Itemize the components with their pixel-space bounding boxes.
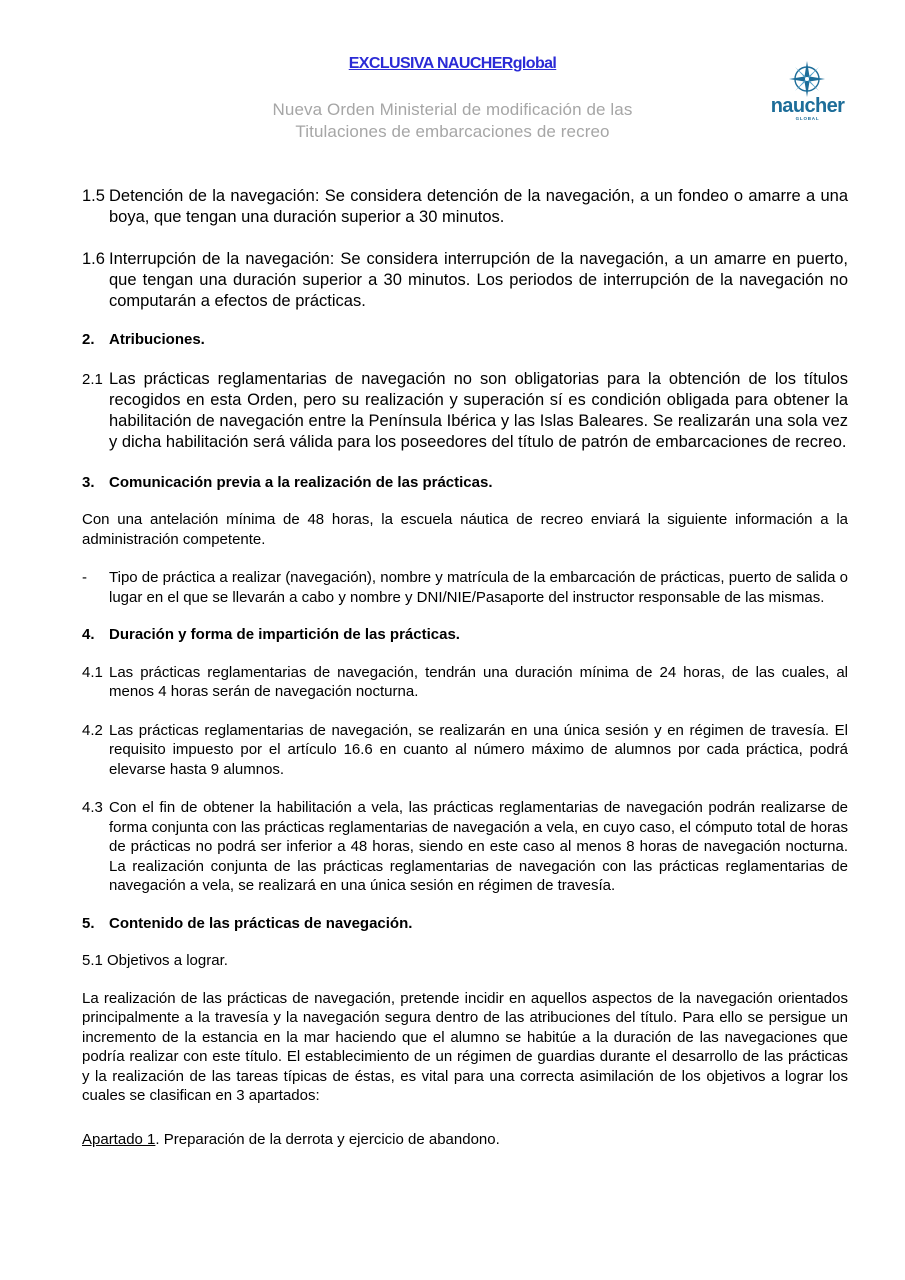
apartado-1-label: Apartado 1 [82, 1130, 156, 1148]
header-title [200, 55, 705, 73]
header-subtitle-line1: Nueva Orden Ministerial de modificación de las [272, 100, 633, 119]
apartado-1-text: . Preparación de la derrota y ejercicio de abandono. [155, 1130, 500, 1148]
heading-number: 5. [82, 914, 95, 932]
section-number: 4.1 [82, 663, 103, 681]
section-1-5 [82, 186, 848, 228]
header-title-link[interactable]: EXCLUSIVA NAUCHERglobal [348, 55, 557, 72]
heading-text: Atribuciones. [109, 331, 205, 348]
section-2-1 [82, 369, 848, 453]
section-1-6 [82, 249, 848, 312]
header-subtitle-line2: Titulaciones de embarcaciones de recreo [295, 122, 610, 141]
section-number: 4.2 [82, 721, 103, 739]
heading-text: Comunicación previa a la realización de las prácticas. [109, 473, 493, 491]
heading-number: 3. [82, 473, 95, 491]
section-number: 1.5 [82, 187, 105, 205]
paragraph-3: Con una antelación mínima de 48 horas, la escuela náutica de recreo enviará la siguiente información a la administración competente. [82, 511, 848, 548]
heading-number: 2. [82, 331, 95, 348]
section-number: 2.1 [82, 370, 103, 388]
heading-text: Duración y forma de impartición de las prácticas. [109, 626, 460, 643]
bullet-text: Tipo de práctica a realizar (navegación), nombre y matrícula de la embarcación de prácticas, puerto de salida o lugar en el que se llevarán a cabo y nombre y DNI/NIE/Pasaporte del instructor responsable de las mismas. [109, 569, 848, 606]
section-4-1 [82, 663, 848, 702]
apartado-1 [82, 1130, 848, 1150]
section-4-2 [82, 721, 848, 780]
section-4-3 [82, 798, 848, 896]
heading-2 [82, 330, 848, 350]
heading-text: Contenido de las prácticas de navegación. [109, 914, 413, 932]
section-text: Las prácticas reglamentarias de navegación, tendrán una duración mínima de 24 horas, de las cuales, al menos 4 horas serán de navegación nocturna. [109, 663, 848, 700]
logo-subtext: GLOBAL [795, 116, 820, 121]
section-number: 1.6 [82, 250, 105, 268]
heading-5 [82, 914, 848, 934]
heading-3 [82, 473, 848, 493]
section-text: Con el fin de obtener la habilitación a vela, las prácticas reglamentarias de navegación podrán realizarse de forma conjunta con las prácticas reglamentarias de navegación a vela, en cuyo caso, el cómputo total de horas de prácticas no podrá ser inferior a 48 horas, siendo en este caso al menos 8 horas de navegación nocturna. La realización conjunta de las prácticas reglamentarias de navegación con las prácticas reglamentarias de navegación a vela, se realizará en una única sesión en régimen de travesía. [109, 799, 848, 894]
heading-4 [82, 625, 848, 645]
paragraph-5: La realización de las prácticas de navegación, pretende incidir en aquellos aspectos de la navegación orientados principalmente a la travesía y la navegación segura dentro de las atribuciones del título. Para ello se persigue un incremento de la estancia en la mar haciendo que el alumno se habitúe a la duración de las navegaciones que podría realizar con este título. El establecimiento de un régimen de guardias durante el desarrollo de las prácticas y la realización de las tareas típicas de éstas, es vital para una correcta asimilación de los objetivos a lograr los cuales se clasifican en 3 apartados: [82, 989, 848, 1104]
section-text: Detención de la navegación: Se considera detención de la navegación, a un fondeo o amarre a una boya, que tengan una duración superior a 30 minutos. [109, 187, 848, 226]
naucher-logo [765, 60, 850, 124]
section-text: Las prácticas reglamentarias de navegación, se realizarán en una única sesión y en régimen de travesía. El requisito impuesto por el artículo 16.6 en cuanto al número máximo de alumnos por cada práctica, podrá elevarse hasta 9 alumnos. [109, 721, 848, 778]
section-text: Interrupción de la navegación: Se considera interrupción de la navegación, a un amarre en puerto, que tengan una duración superior a 30 minutos. Los periodos de interrupción de la navegación no computarán a efectos de prácticas. [109, 250, 848, 310]
bullet-dash: - [82, 569, 87, 586]
document-body [82, 186, 848, 1149]
bullet-item [82, 568, 848, 607]
section-text: Las prácticas reglamentarias de navegación no son obligatorias para la obtención de los títulos recogidos en esta Orden, pero su realización y superación sí es condición obligada para obtener la habilitación de navegación entre la Península Ibérica y las Islas Baleares. Se realizarán una sola vez y dicha habilitación será válida para los poseedores del título de patrón de embarcaciones de recreo. [109, 369, 848, 451]
logo-text: naucher [770, 95, 845, 117]
heading-number: 4. [82, 626, 95, 643]
compass-rose-icon [788, 60, 826, 98]
subsection-5-1: 5.1 Objetivos a lograr. [82, 952, 228, 969]
section-number: 4.3 [82, 799, 103, 816]
header-subtitle [200, 99, 705, 143]
